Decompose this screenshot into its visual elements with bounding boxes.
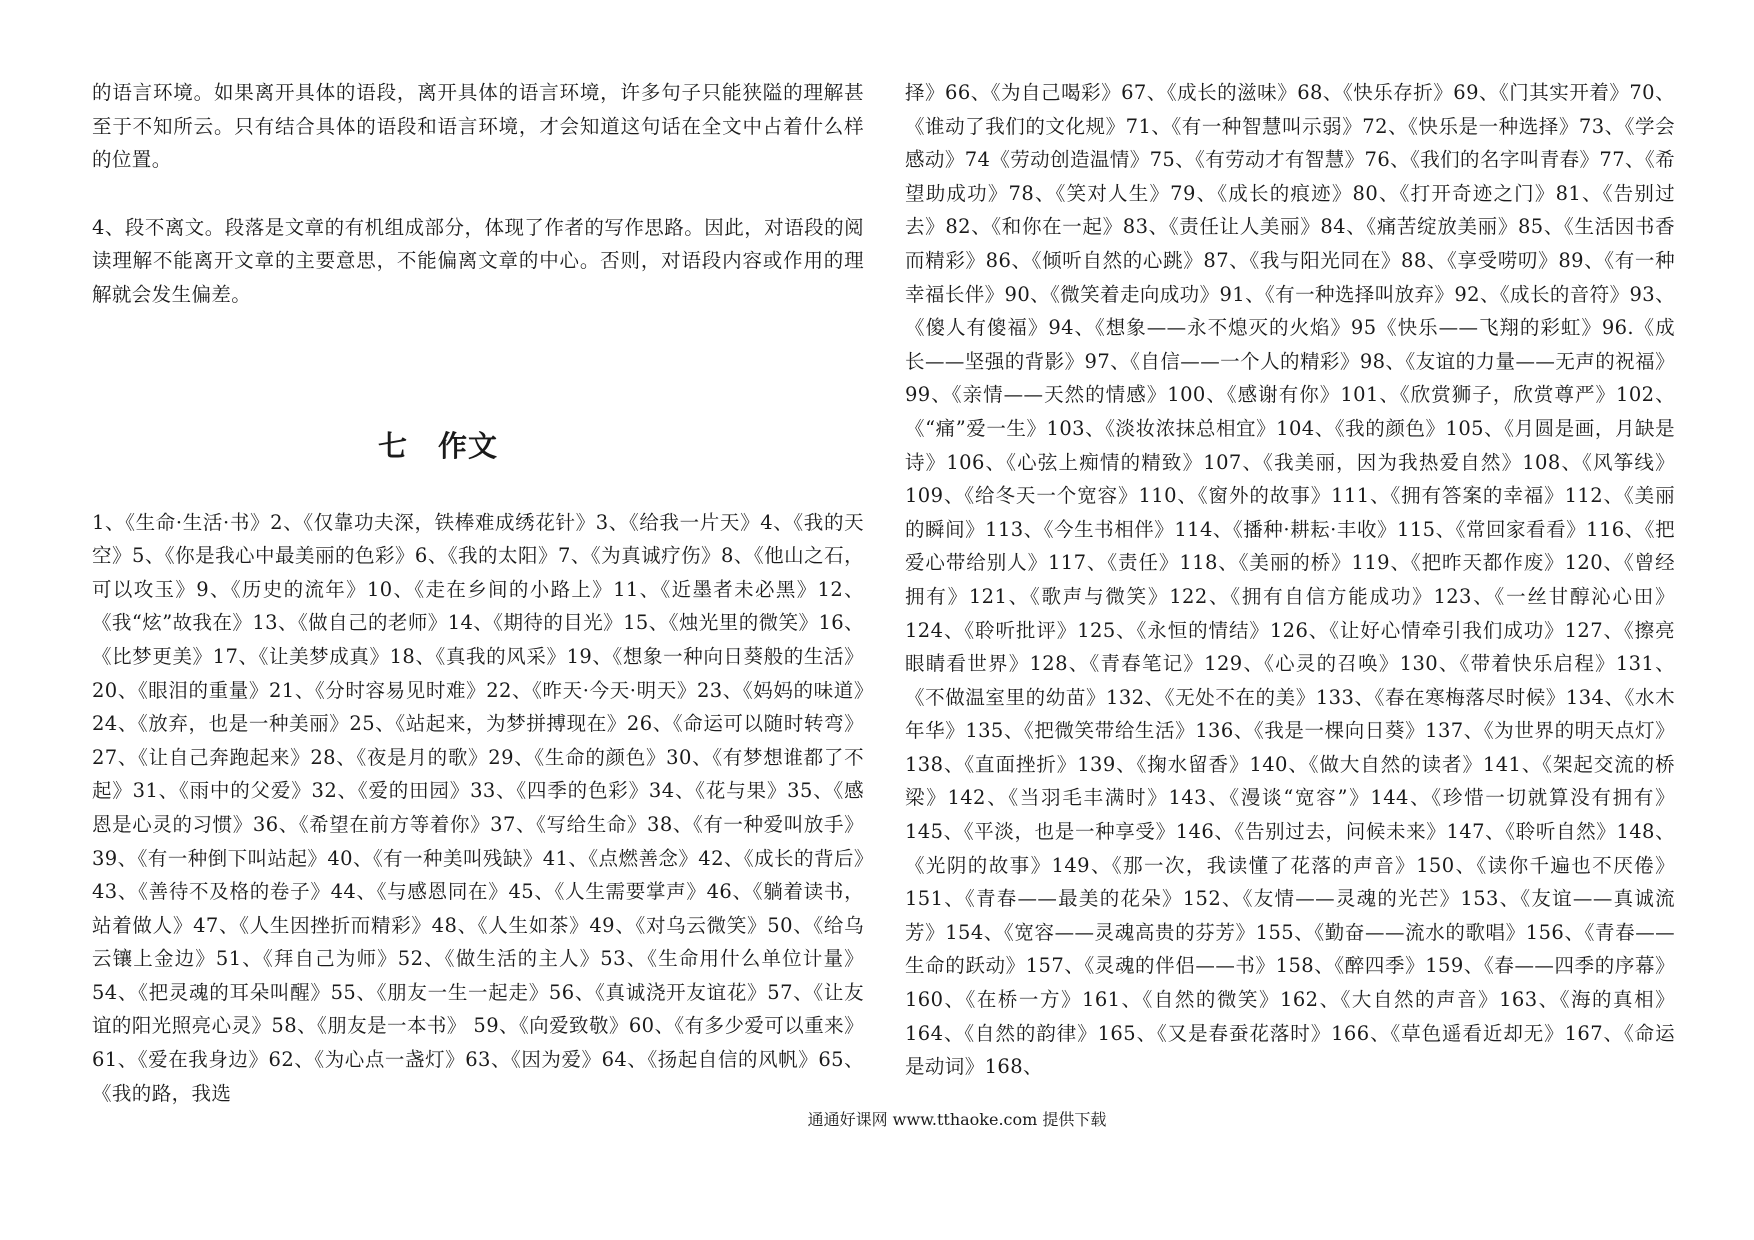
right-column [905,76,1675,1084]
left-column [92,76,864,1110]
composition-title-list-part-1: 1、《生命·生活·书》2、《仅靠功夫深，铁棒难成绣花针》3、《给我一片天》4、《我的天空》5、《你是我心中最美丽的色彩》6、《我的太阳》7、《为真诚疗伤》8、《他山之石，可以攻玉》9、《历史的流年》10、《走在乡间的小路上》11、《近墨者未必黑》12、《我“炫”故我在》13、《做自己的老师》14、《期待的目光》15、《烛光里的微笑》16、《比梦更美》17、《让美梦成真》18、《真我的风采》19、《想象一种向日葵般的生活》20、《眼泪的重量》21、《分时容易见时难》22、《昨天·今天·明天》23、《妈妈的味道》24、《放弃，也是一种美丽》25、《站起来，为梦拼搏现在》26、《命运可以随时转弯》27、《让自己奔跑起来》28、《夜是月的歌》29、《生命的颜色》30、《有梦想谁都了不起》31、《雨中的父爱》32、《爱的田园》33、《四季的色彩》34、《花与果》35、《感恩是心灵的习惯》36、《希望在前方等着你》37、《写给生命》38、《有一种爱叫放手》39、《有一种倒下叫站起》40、《有一种美叫残缺》41、《点燃善念》42、《成长的背后》43、《善待不及格的卷子》44、《与感恩同在》45、《人生需要掌声》46、《躺着读书，站着做人》47、《人生因挫折而精彩》48、《人生如茶》49、《对乌云微笑》50、《给乌云镶上金边》51、《拜自己为师》52、《做生活的主人》53、《生命用什么单位计量》54、《把灵魂的耳朵叫醒》55、《朋友一生一起走》56、《真诚浇开友谊花》57、《让友谊的阳光照亮心灵》58、《朋友是一本书》 59、《向爱致敬》60、《有多少爱可以重来》61、《爱在我身边》62、《为心点一盏灯》63、《因为爱》64、《扬起自信的风帆》65、《我的路，我选 [92,510,864,1105]
page-footer: 通通好课网 www.tthaoke.com 提供下载 [807,1110,1107,1129]
paragraph-section-4: 4、段不离文。段落是文章的有机组成部分，体现了作者的写作思路。因此，对语段的阅读理解不能离开文章的主要意思，不能偏离文章的中心。否则，对语段内容或作用的理解就会发生偏差。 [92,215,864,306]
paragraph-language-environment: 的语言环境。如果离开具体的语段，离开具体的语言环境，许多句子只能狭隘的理解甚至于不知所云。只有结合具体的语段和语言环境，才会知道这句话在全文中占着什么样的位置。 [92,81,864,172]
composition-title-list-part-2: 择》66、《为自己喝彩》67、《成长的滋味》68、《快乐存折》69、《门其实开着》70、《谁动了我们的文化规》71、《有一种智慧叫示弱》72、《快乐是一种选择》73、《学会感动》74《劳动创造温情》75、《有劳动才有智慧》76、《我们的名字叫青春》77、《希望助成功》78、《笑对人生》79、《成长的痕迹》80、《打开奇迹之门》81、《告别过去》82、《和你在一起》83、《责任让人美丽》84、《痛苦绽放美丽》85、《生活因书香而精彩》86、《倾听自然的心跳》87、《我与阳光同在》88、《享受唠叨》89、《有一种幸福长伴》90、《微笑着走向成功》91、《有一种选择叫放弃》92、《成长的音符》93、《傻人有傻福》94、《想象——永不熄灭的火焰》95《快乐——飞翔的彩虹》96.《成长——坚强的背影》97、《自信——一个人的精彩》98、《友谊的力量——无声的祝福》99、《亲情——天然的情感》100、《感谢有你》101、《欣赏狮子，欣赏尊严》102、《“痛”爱一生》103、《淡妆浓抹总相宜》104、《我的颜色》105、《月圆是画，月缺是诗》106、《心弦上痴情的精致》107、《我美丽，因为我热爱自然》108、《风筝线》109、《给冬天一个宽容》110、《窗外的故事》111、《拥有答案的幸福》112、《美丽的瞬间》113、《今生书相伴》114、《播种·耕耘·丰收》115、《常回家看看》116、《把爱心带给别人》117、《责任》118、《美丽的桥》119、《把昨天都作废》120、《曾经拥有》121、《歌声与微笑》122、《拥有自信方能成功》123、《一丝甘醇沁心田》124、《聆听批评》125、《永恒的情结》126、《让好心情牵引我们成功》127、《擦亮眼睛看世界》128、《青春笔记》129、《心灵的召唤》130、《带着快乐启程》131、《不做温室里的幼苗》132、《无处不在的美》133、《春在寒梅落尽时候》134、《水木年华》135、《把微笑带给生活》136、《我是一棵向日葵》137、《为世界的明天点灯》138、《直面挫折》139、《掬水留香》140、《做大自然的读者》141、《架起交流的桥梁》142、《当羽毛丰满时》143、《漫谈“宽容”》144、《珍惜一切就算没有拥有》145、《平淡，也是一种享受》146、《告别过去，问候未来》147、《聆听自然》148、《光阴的故事》149、《那一次，我读懂了花落的声音》150、《读你千遍也不厌倦》151、《青春——最美的花朵》152、《友情——灵魂的光芒》153、《友谊——真诚流芳》154、《宽容——灵魂高贵的芬芳》155、《勤奋——流水的歌唱》156、《青春——生命的跃动》157、《灵魂的伴侣——书》158、《醉四季》159、《春——四季的序幕》160、《在桥一方》161、《自然的微笑》162、《大自然的声音》163、《海的真相》164、《自然的韵律》165、《又是春蚕花落时》166、《草色遥看近却无》167、《命运是动词》168、 [905,81,1675,1079]
section-heading: 七 作文 [377,428,498,463]
